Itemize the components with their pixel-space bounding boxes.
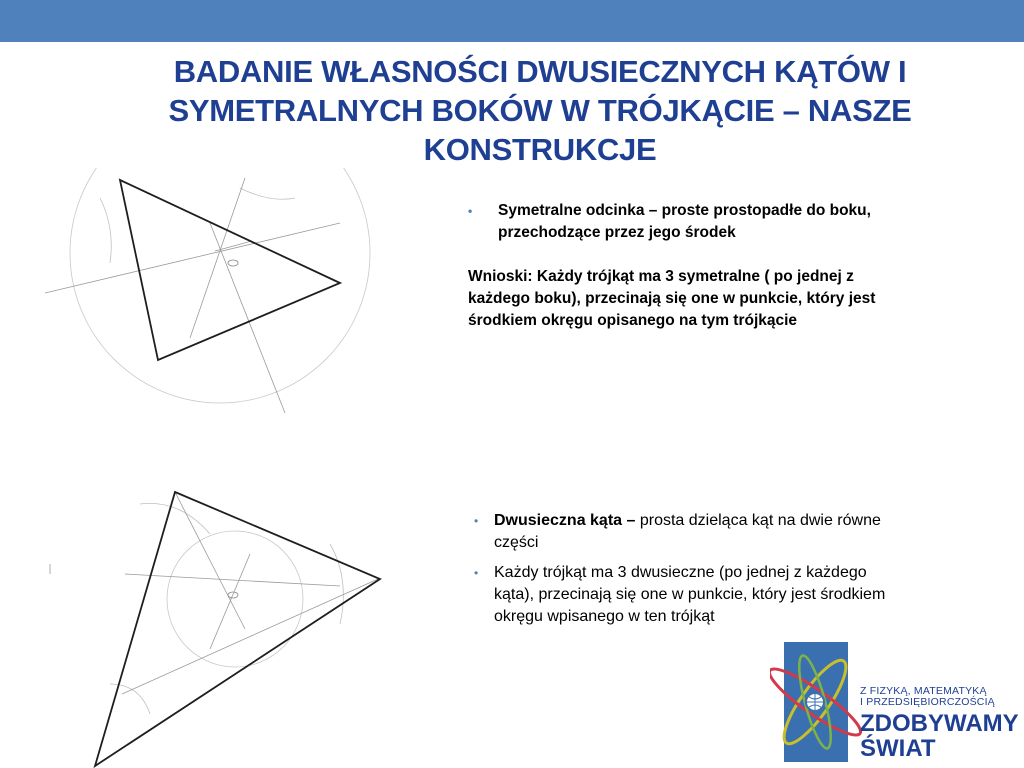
bullet-text — [494, 510, 904, 554]
inscribed-circle — [167, 531, 303, 667]
conclusion-text: Wnioski: Każdy trójkąt ma 3 symetralne ( po jednej z każdego boku), przecinają się one w punkcie, który jest środkiem okręgu opisanego na tym trójkącie — [468, 268, 876, 329]
perpendicular-bisector-text — [468, 200, 908, 332]
term-definition: prosta dzieląca kąt na dwie równe części — [494, 512, 881, 551]
arc-mark — [140, 503, 210, 534]
arc-mark — [100, 198, 111, 263]
bisector-line — [215, 241, 252, 251]
logo-text — [860, 686, 1019, 761]
perpendicular-bisector-drawing — [40, 168, 400, 418]
bullet-text: Symetralne odcinka – proste prostopadłe do boku, przechodzące przez jego środek — [498, 202, 871, 241]
bisector-line — [175, 492, 245, 629]
circumscribed-circle — [70, 168, 370, 403]
slide-title: BADANIE WŁASNOŚCI DWUSIECZNYCH KĄTÓW I SYMETRALNYCH BOKÓW W TRÓJKĄCIE – NASZE KONSTRUKCJE — [168, 54, 912, 167]
term-label: Dwusieczna kąta – — [494, 512, 636, 529]
angle-bisector-drawing — [40, 484, 400, 768]
arc-mark — [330, 544, 343, 624]
logo-line: ŚWIAT — [860, 735, 936, 762]
center-mark — [228, 260, 238, 266]
logo-line: ZDOBYWAMY — [860, 710, 1019, 737]
list-item — [468, 200, 908, 244]
list-item — [474, 510, 904, 554]
angle-bisector-text — [474, 510, 904, 636]
arc-mark — [110, 684, 150, 714]
bullet-icon: • — [474, 566, 479, 580]
bisector-line — [125, 574, 340, 586]
triangle — [95, 492, 380, 766]
bisector-line — [45, 223, 340, 293]
bisector-line — [210, 554, 250, 649]
bullet-text: Każdy trójkąt ma 3 dwusieczne (po jednej z każdego kąta), przecinają się one w punkcie, który jest środkiem okręgu wpisanego w ten trójkąt — [494, 564, 886, 625]
logo-line: Z FIZYKĄ, MATEMATYKĄ — [860, 685, 987, 697]
header-bar — [0, 0, 1024, 42]
logo-line: I PRZEDSIĘBIORCZOŚCIĄ — [860, 696, 995, 708]
project-logo — [770, 636, 1024, 768]
triangle — [120, 180, 340, 360]
arc-mark — [240, 188, 295, 199]
bisector-line — [122, 579, 378, 694]
bullet-icon: • — [468, 204, 473, 218]
bisector-line — [190, 178, 245, 338]
bullet-icon: • — [474, 514, 479, 528]
list-item — [474, 562, 904, 628]
